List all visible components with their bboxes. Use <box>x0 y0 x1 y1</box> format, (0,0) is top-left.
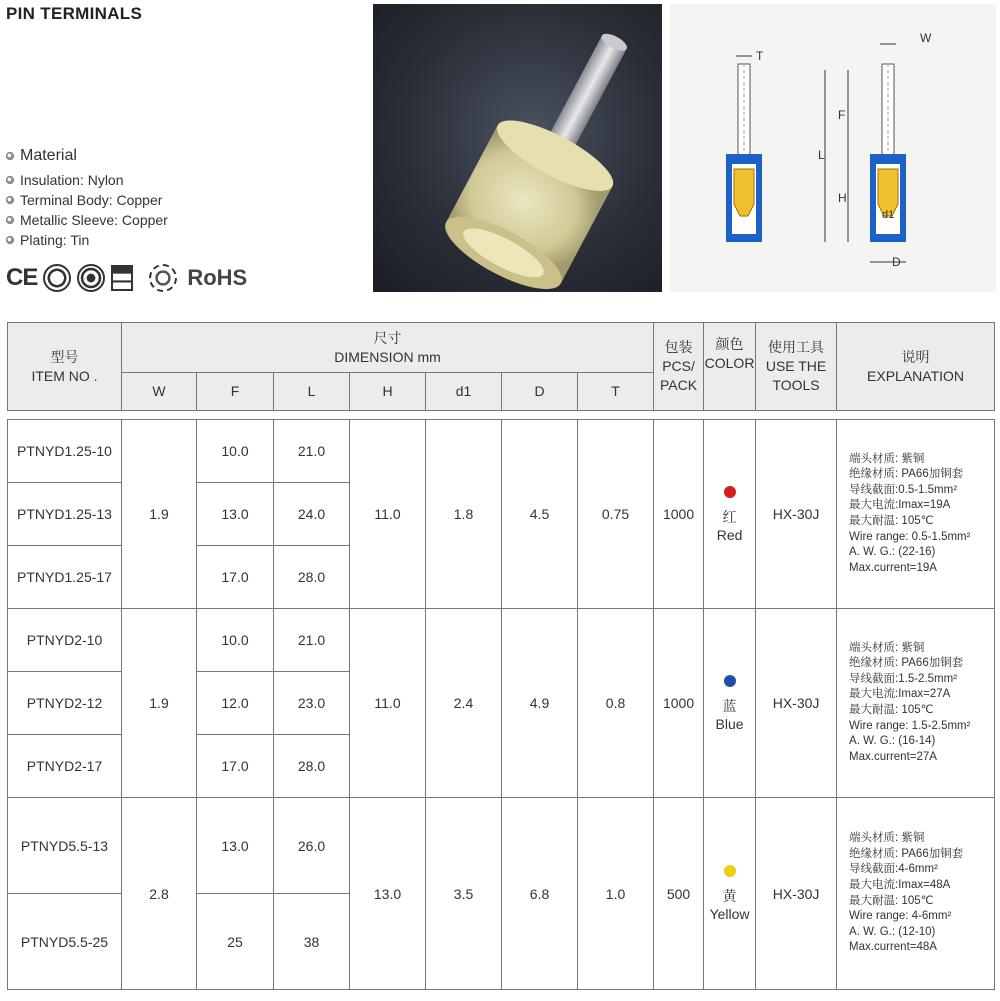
d-cell: 4.9 <box>502 609 578 798</box>
l-cell: 26.0 <box>274 798 350 894</box>
dim-label-f: F <box>838 108 846 122</box>
d-cell: 6.8 <box>502 798 578 990</box>
d1-cell: 3.5 <box>426 798 502 990</box>
header-dimension: 尺寸 DIMENSION mm <box>122 323 654 373</box>
pin-terminal-image <box>373 4 662 292</box>
f-cell: 13.0 <box>197 483 274 546</box>
tool-cell: HX-30J <box>756 609 837 798</box>
explanation-cell: 端头材质: 紫铜 绝缘材质: PA66加铜套 导线截面:0.5-1.5mm² 最大电流:Imax=19A 最大耐温: 105℃ Wire range: 0.5-1.5mm² A. W. G.: (22-16) Max.current=19A <box>837 420 995 609</box>
material-item <box>6 232 89 248</box>
header-item: 型号 ITEM NO . <box>8 323 122 411</box>
sgs-seal-icon <box>149 264 177 292</box>
header-d1: d1 <box>426 373 502 411</box>
dim-label-t: T <box>756 49 764 63</box>
rohs-logo: RoHS <box>187 265 248 290</box>
l-cell: 24.0 <box>274 483 350 546</box>
w-cell: 2.8 <box>122 798 197 990</box>
explanation-cell: 端头材质: 紫铜 绝缘材质: PA66加铜套 导线截面:1.5-2.5mm² 最大电流:Imax=27A 最大耐温: 105℃ Wire range: 1.5-2.5mm² A. W. G.: (16-14) Max.current=27A <box>837 609 995 798</box>
material-item <box>6 172 124 188</box>
l-cell: 28.0 <box>274 735 350 798</box>
item-cell: PTNYD2-12 <box>8 672 122 735</box>
table-row <box>8 798 995 894</box>
pack-cell: 500 <box>654 798 704 990</box>
dim-label-h: H <box>838 191 847 205</box>
color-cell: 黄 Yellow <box>704 798 756 990</box>
product-photo <box>373 4 662 292</box>
w-cell: 1.9 <box>122 420 197 609</box>
header-d: D <box>502 373 578 411</box>
spec-table <box>7 322 995 990</box>
pack-cell: 1000 <box>654 609 704 798</box>
certification-seal-icon <box>77 264 105 292</box>
f-cell: 13.0 <box>197 798 274 894</box>
f-cell: 17.0 <box>197 546 274 609</box>
header-h: H <box>350 373 426 411</box>
certificate-badge-icon <box>111 265 133 291</box>
item-cell: PTNYD1.25-13 <box>8 483 122 546</box>
certification-logos <box>6 262 247 294</box>
ce-mark-icon: CE <box>6 264 38 291</box>
header-t: T <box>578 373 654 411</box>
f-cell: 12.0 <box>197 672 274 735</box>
tool-cell: HX-30J <box>756 420 837 609</box>
bullet-icon <box>6 152 14 160</box>
blue-dot-icon <box>724 675 736 687</box>
red-dot-icon <box>724 486 736 498</box>
header-pack: 包装 PCS/ PACK <box>654 323 704 411</box>
d1-cell: 1.8 <box>426 420 502 609</box>
table-row <box>8 420 995 483</box>
item-cell: PTNYD1.25-17 <box>8 546 122 609</box>
header-tools: 使用工具 USE THE TOOLS <box>756 323 837 411</box>
t-cell: 1.0 <box>578 798 654 990</box>
tool-cell: HX-30J <box>756 798 837 990</box>
header-w: W <box>122 373 197 411</box>
item-cell: PTNYD5.5-13 <box>8 798 122 894</box>
dim-label-w: W <box>920 31 932 45</box>
d1-cell: 2.4 <box>426 609 502 798</box>
l-cell: 21.0 <box>274 609 350 672</box>
item-cell: PTNYD5.5-25 <box>8 894 122 990</box>
dim-label-d1: d1 <box>882 209 895 221</box>
f-cell: 10.0 <box>197 420 274 483</box>
material-item <box>6 192 162 208</box>
l-cell: 21.0 <box>274 420 350 483</box>
h-cell: 13.0 <box>350 798 426 990</box>
header-explanation: 说明 EXPLANATION <box>837 323 995 411</box>
color-cell: 红 Red <box>704 420 756 609</box>
dim-label-l: L <box>818 148 825 162</box>
f-cell: 25 <box>197 894 274 990</box>
yellow-dot-icon <box>724 865 736 877</box>
bullet-icon <box>6 176 14 184</box>
material-item-label: Metallic Sleeve: Copper <box>20 212 168 228</box>
t-cell: 0.8 <box>578 609 654 798</box>
item-cell: PTNYD1.25-10 <box>8 420 122 483</box>
header-color: 颜色 COLOR <box>704 323 756 411</box>
d-cell: 4.5 <box>502 420 578 609</box>
l-cell: 28.0 <box>274 546 350 609</box>
h-cell: 11.0 <box>350 420 426 609</box>
w-cell: 1.9 <box>122 609 197 798</box>
l-cell: 23.0 <box>274 672 350 735</box>
t-cell: 0.75 <box>578 420 654 609</box>
quality-seal-icon <box>43 264 71 292</box>
dim-label-d: D <box>892 255 901 269</box>
bullet-icon <box>6 196 14 204</box>
page-title: PIN TERMINALS <box>6 4 143 23</box>
terminal-diagram <box>670 4 996 292</box>
item-cell: PTNYD2-17 <box>8 735 122 798</box>
header-l: L <box>274 373 350 411</box>
material-item-label: Plating: Tin <box>20 232 90 248</box>
header-f: F <box>197 373 274 411</box>
f-cell: 17.0 <box>197 735 274 798</box>
l-cell: 38 <box>274 894 350 990</box>
material-item-label: Insulation: Nylon <box>20 172 124 188</box>
table-row <box>8 609 995 672</box>
item-cell: PTNYD2-10 <box>8 609 122 672</box>
color-cell: 蓝 Blue <box>704 609 756 798</box>
material-item <box>6 212 168 228</box>
material-heading <box>6 147 77 165</box>
dimension-drawing <box>670 4 996 292</box>
explanation-cell: 端头材质: 紫铜 绝缘材质: PA66加铜套 导线截面:4-6mm² 最大电流:Imax=48A 最大耐温: 105℃ Wire range: 4-6mm² A. W. G.: (12-10) Max.current=48A <box>837 798 995 990</box>
bullet-icon <box>6 236 14 244</box>
pack-cell: 1000 <box>654 420 704 609</box>
bullet-icon <box>6 216 14 224</box>
h-cell: 11.0 <box>350 609 426 798</box>
material-item-label: Terminal Body: Copper <box>20 192 163 208</box>
material-heading-label: Material <box>20 147 77 164</box>
f-cell: 10.0 <box>197 609 274 672</box>
